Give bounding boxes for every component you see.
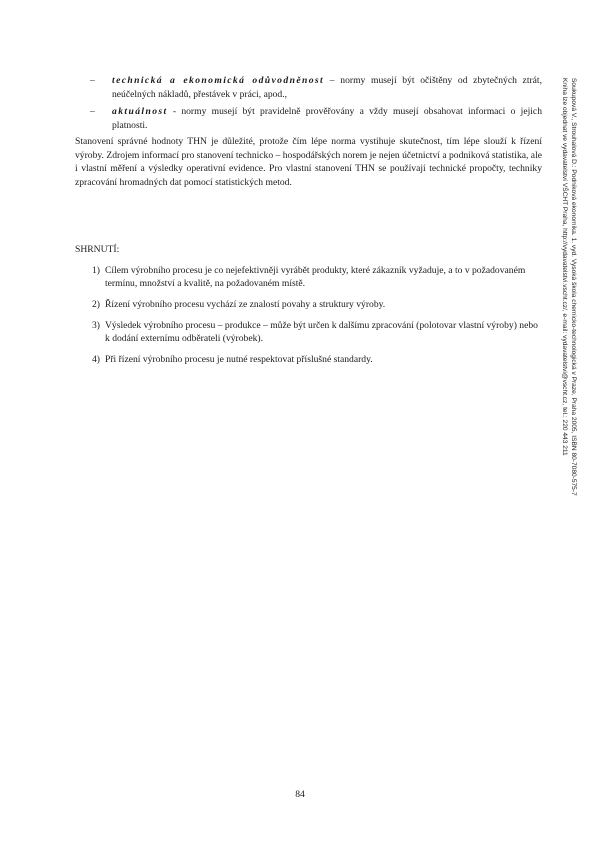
item-text: Řízení výrobního procesu vychází ze znalostí povahy a struktury výroby. xyxy=(105,299,386,310)
item-text: Cílem výrobního procesu je co nejefektivněji vyrábět produkty, které zákazník vyžaduje, a to v požadovaném termínu, množství a kvalitě, na požadovaném místě. xyxy=(105,265,526,289)
citation-line-1: Soukupová V., Strouhalová D.: Podniková ekonomika. 1. vyd. Vysoká škola chemicko-technologická v Praze, Praha 2005, ISBN 80-7080-575-7 xyxy=(570,78,577,496)
item-number: 2) xyxy=(92,299,100,310)
list-item xyxy=(75,319,542,345)
item-number: 3) xyxy=(92,320,100,331)
list-item xyxy=(75,353,542,366)
list-item xyxy=(90,105,542,132)
bullet-dash: – xyxy=(90,106,95,118)
item-number: 1) xyxy=(92,265,100,276)
body-paragraph: Stanovení správné hodnoty THN je důležité, protože čím lépe norma vystihuje skutečnost, tím lépe slouží k řízení výroby. Zdrojem informací pro stanovení technicko – hospodářských norem je nejen účetnictví a podniková statistika, ale i vlastní měření a výsledky operativní evidence. Pro vlastní stanovení THN se používají technické propočty, techniky zpracování hromadných dat pomocí statistických metod. xyxy=(75,136,542,188)
summary-list xyxy=(75,264,542,374)
item-number: 4) xyxy=(92,354,100,365)
list-item xyxy=(75,298,542,311)
bullet-dash: – xyxy=(90,75,95,86)
summary-heading: SHRNUTÍ: xyxy=(75,244,120,255)
bullet-text: - normy musejí být pravidelně prověřovány a vždy musejí obsahovat informaci o jejich platnosti. xyxy=(112,106,542,131)
bullet-term: aktuálnost xyxy=(112,106,168,118)
side-citation xyxy=(560,78,578,496)
requirement-list xyxy=(90,74,542,136)
bullet-term: technická a ekonomická odůvodněnost xyxy=(112,75,325,86)
citation-line-2: Kniha lze objednat ve vydavatelství VŠCHT Praha, http://vydavatelstvi.vscht.cz/, e-mail: vydavatelstvi@vscht.cz, tel.: 220 443 211 xyxy=(561,78,568,456)
page-number: 84 xyxy=(295,789,305,800)
list-item xyxy=(75,264,542,290)
item-text: Výsledek výrobního procesu – produkce – může být určen k dalšímu zpracování (polotovar vlastní výroby) nebo k dodání externímu odběrateli (výrobek). xyxy=(105,320,538,344)
item-text: Při řízení výrobního procesu je nutné respektovat příslušné standardy. xyxy=(105,354,373,365)
list-item xyxy=(90,74,542,101)
bullet-text: – normy musejí být očištěny od zbytečných ztrát, neúčelných nákladů, přestávek v práci, apod., xyxy=(112,75,543,100)
